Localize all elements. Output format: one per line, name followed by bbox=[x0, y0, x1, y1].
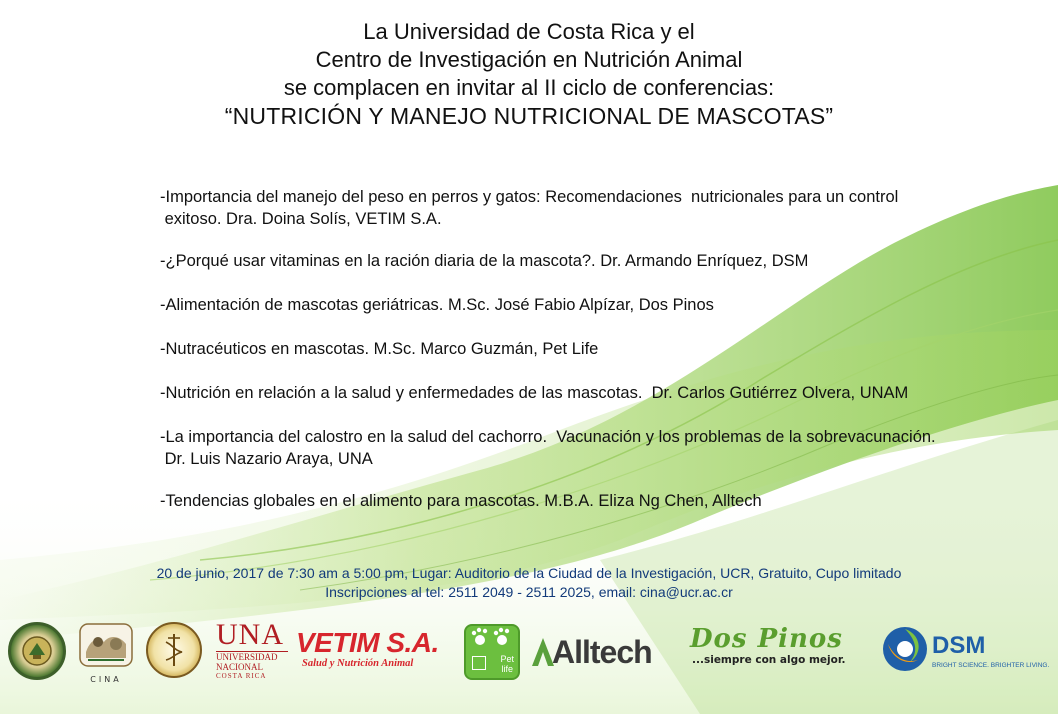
header-line-3: se complacen en invitar al II ciclo de conferencias: bbox=[283, 75, 775, 100]
talk-item: -Nutracéuticos en mascotas. M.Sc. Marco Guzmán, Pet Life bbox=[160, 340, 599, 358]
una-line-3: COSTA RICA bbox=[216, 672, 267, 680]
cina-logo bbox=[78, 622, 134, 682]
dsm-wordmark: DSM bbox=[932, 632, 986, 659]
talk-item: -La importancia del calostro en la salud del cachorro. Vacunación y los problemas de la sobrevacunación. Dr. Luis Nazario Araya, UNA bbox=[160, 428, 936, 468]
alltech-wordmark: Alltech bbox=[552, 634, 652, 670]
petlife-logo bbox=[464, 624, 520, 680]
vet-school-seal-logo bbox=[146, 622, 202, 678]
cina-animals-icon bbox=[78, 622, 134, 668]
dospinos-wordmark: Dos Pinos bbox=[690, 624, 843, 654]
dsm-tagline: BRIGHT SCIENCE. BRIGHTER LIVING. bbox=[932, 662, 1050, 669]
talk-item: -Alimentación de mascotas geriátricas. M.Sc. José Fabio Alpízar, Dos Pinos bbox=[160, 296, 714, 314]
dsm-logo bbox=[880, 622, 1052, 682]
event-details bbox=[0, 564, 1058, 602]
petlife-line-2: life bbox=[501, 664, 513, 674]
ucr-crest-icon bbox=[11, 625, 63, 677]
una-line-1: UNIVERSIDAD bbox=[216, 652, 278, 662]
header-line-2: Centro de Investigación en Nutrición Animal bbox=[315, 47, 743, 72]
petlife-line-1: Pet bbox=[500, 654, 514, 664]
talk-item: -¿Porqué usar vitaminas en la ración diaria de la mascota?. Dr. Armando Enríquez, DSM bbox=[160, 252, 809, 270]
una-logo bbox=[216, 620, 288, 684]
talks-list bbox=[160, 186, 1020, 512]
vetim-logo bbox=[296, 628, 456, 678]
header-line-1: La Universidad de Costa Rica y el bbox=[363, 19, 695, 44]
caduceus-icon bbox=[148, 624, 200, 676]
event-date-location: 20 de junio, 2017 de 7:30 am a 5:00 pm, Lugar: Auditorio de la Ciudad de la Investigación, UCR, Gratuito, Cupo limitado bbox=[156, 565, 902, 581]
dsm-swirl-icon bbox=[880, 624, 930, 674]
cina-label: CINA bbox=[90, 675, 122, 684]
registration-contact: Inscripciones al tel: 2511 2049 - 2511 2025, email: cina@ucr.ac.cr bbox=[325, 584, 733, 600]
paw-print-icon bbox=[466, 626, 518, 654]
ucr-seal-logo bbox=[8, 622, 66, 680]
talk-item: -Tendencias globales en el alimento para mascotas. M.B.A. Eliza Ng Chen, Alltech bbox=[160, 492, 762, 510]
talk-item: -Importancia del manejo del peso en perros y gatos: Recomendaciones nutricionales para un control exitoso. Dra. Doina Solís, VETIM S.A. bbox=[160, 188, 899, 228]
una-line-2: NACIONAL bbox=[216, 662, 263, 672]
vetim-tagline: Salud y Nutrición Animal bbox=[302, 658, 414, 669]
alltech-logo bbox=[530, 632, 686, 676]
invitation-header bbox=[0, 18, 1058, 130]
talk-item: -Nutrición en relación a la salud y enfermedades de las mascotas. Dr. Carlos Gutiérrez Olvera, UNAM bbox=[160, 384, 909, 402]
una-wordmark: UNA bbox=[216, 618, 284, 651]
arrow-box-icon bbox=[472, 656, 486, 670]
sponsor-logos bbox=[0, 618, 1058, 688]
dospinos-logo bbox=[690, 624, 870, 678]
conference-title: “NUTRICIÓN Y MANEJO NUTRICIONAL DE MASCOTAS” bbox=[224, 103, 834, 129]
dospinos-tagline: ...siempre con algo mejor. bbox=[692, 654, 846, 666]
vetim-wordmark: VETIM S.A. bbox=[296, 627, 439, 658]
